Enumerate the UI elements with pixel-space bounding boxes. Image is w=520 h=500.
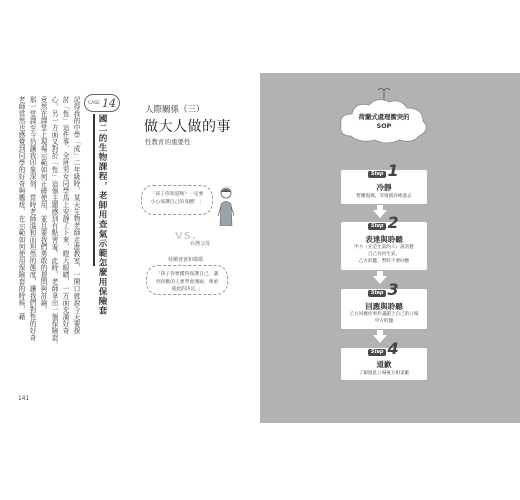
step-4-number: 4 xyxy=(387,339,399,358)
step-2-word: Step xyxy=(368,223,386,230)
step-2-desc-2: 自己為何生氣， xyxy=(367,252,401,257)
vs-label: VS. xyxy=(175,231,197,242)
step-4-card xyxy=(341,339,427,380)
step-4-title: 道歉 xyxy=(376,360,392,369)
step-4-word: Step xyxy=(368,349,386,356)
step-3-word: Step xyxy=(368,290,386,297)
body-column-6: 老師當然也感覺到同學的好奇與尷尬，在示範如何使用保險套的時候，藉 xyxy=(17,96,25,320)
step-3-tag xyxy=(368,280,399,299)
step-3-card xyxy=(341,280,427,329)
step-1-title: 冷靜 xyxy=(376,183,392,192)
step-1-desc: 暫離現場，等情緒高峰過去 xyxy=(356,194,412,199)
step-2-title: 表達與聆聽 xyxy=(365,235,403,244)
case-number: 14 xyxy=(101,96,116,110)
body-column-5: 那一堂課至今仍讓我印象深刻，當時老師溫和而坦然的態度，讓我們對性的好奇 xyxy=(28,96,36,341)
step-2-card xyxy=(341,213,427,270)
body-column-4: 竟然在課堂上現場示範如何正確使用，並且要我們勇敢的提問與討論。 xyxy=(39,96,47,313)
step-3-number: 3 xyxy=(387,280,399,299)
section-subtitle: 性教育的重要性 xyxy=(145,138,191,146)
speech-bubble-top: 「孩子你知道嗎？一定要小心保護自己的身體！」 xyxy=(141,185,213,215)
body-column-2: 討「性」這件事，全班男女同學馬上安靜了下來，瞪大眼睛，一方面充滿好奇 xyxy=(61,96,69,334)
step-1-number: 1 xyxy=(387,161,399,180)
step-3-title: 回應與聆聽 xyxy=(365,302,403,311)
body-column-3: 心，另一方面又對於「性」這個主題感到有點害羞。此時，老師拿出一個保險套， xyxy=(50,96,58,348)
parent-figure-icon xyxy=(218,186,234,226)
sop-heading-line2: SOP xyxy=(376,122,392,130)
label-dutch-parents: 荷蘭爸爸和媽媽 xyxy=(168,257,204,263)
step-2-tag xyxy=(368,213,399,232)
step-2-desc-3: 乙方聆聽，暫時不要回應 xyxy=(358,259,410,264)
sop-heading-line1: 荷蘭式處理衝突的 xyxy=(358,113,410,121)
label-taiwan-parents: 台灣父母 xyxy=(190,241,211,247)
section-title: 做大人做的事 xyxy=(144,119,231,135)
page-number: 141 xyxy=(18,396,30,402)
step-3-desc-2: 甲方聆聽 xyxy=(374,319,394,324)
step-2-number: 2 xyxy=(387,213,399,232)
case-label: CASE xyxy=(88,100,100,106)
step-1-tag xyxy=(368,161,399,180)
case-title: 國二的生物課程，老師用查氣示範怎麼用保險套 xyxy=(97,114,107,316)
step-2-desc-1: 甲方（先是生氣的人）說清楚 xyxy=(354,245,414,250)
section-category: 人際關係（三） xyxy=(145,105,205,115)
step-3-desc-1: 乙方回應於事件議題上自己的立場 xyxy=(349,312,419,317)
step-1-card xyxy=(341,161,427,204)
body-column-1: 記得我的中學「成」二年級時，某天生物老師走進教室，一開口就說今天要探 xyxy=(72,96,80,334)
speech-bubble-bottom: 「孩子你要懂得保護自己，遇到喜歡的人要學會溝通，尊重彼此的決定。」 xyxy=(146,265,228,295)
title-bar xyxy=(93,114,95,266)
step-4-tag xyxy=(368,339,399,358)
sop-heading xyxy=(345,113,423,131)
step-1-word: Step xyxy=(368,171,386,178)
case-badge xyxy=(84,94,120,112)
step-4-desc: 了解彼此立場後互相道歉 xyxy=(358,371,410,376)
